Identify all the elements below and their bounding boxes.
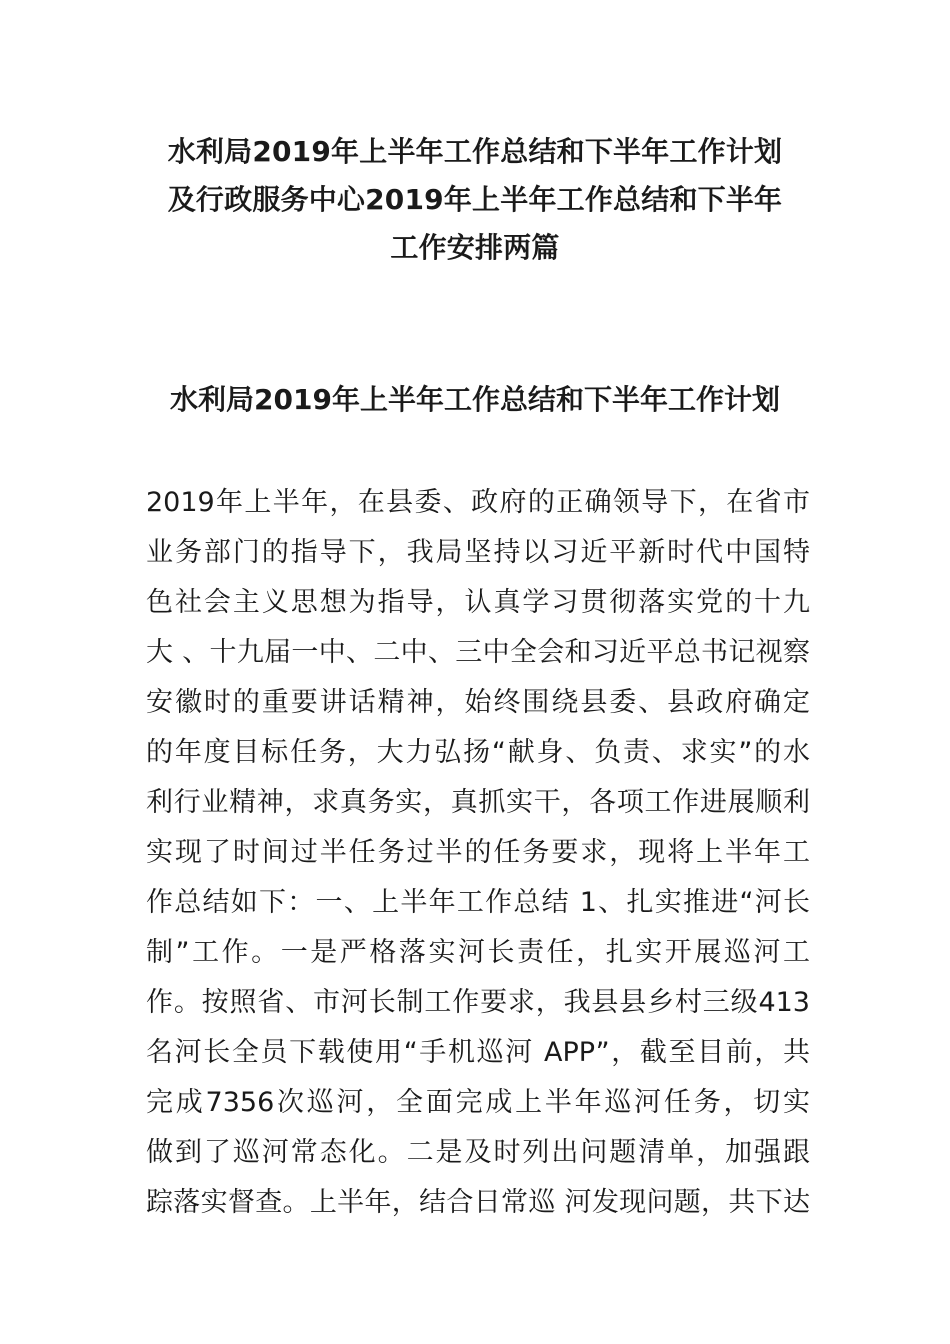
body-line: 完成7356次巡河，全面完成上半年巡河任务，切实	[146, 1087, 810, 1118]
section-title: 水利局2019年上半年工作总结和下半年工作计划	[170, 383, 780, 416]
body-paragraph	[146, 478, 810, 1228]
body-line: 2019年上半年，在县委、政府的正确领导下，在省市	[146, 487, 810, 518]
body-line: 制”工作。一是严格落实河长责任，扎实开展巡河工	[146, 937, 810, 968]
body-line: 大 、十九届一中、二中、三中全会和习近平总书记视察	[146, 637, 810, 668]
body-line: 实现了时间过半任务过半的任务要求，现将上半年工	[146, 837, 810, 868]
body-line: 作。按照省、市河长制工作要求，我县县乡村三级413	[146, 987, 810, 1018]
body-line: 安徽时的重要讲话精神，始终围绕县委、县政府确定	[146, 687, 810, 718]
body-line: 业务部门的指导下，我局坚持以习近平新时代中国特	[146, 537, 810, 568]
title-line-1: 水利局2019年上半年工作总结和下半年工作计划	[167, 135, 783, 168]
body-line: 的年度目标任务，大力弘扬“献身、负责、求实”的水	[146, 737, 810, 768]
body-line: 利行业精神，求真务实，真抓实干，各项工作进展顺利	[146, 787, 810, 818]
body-line: 踪落实督查。上半年，结合日常巡 河发现问题，共下达	[146, 1187, 810, 1218]
title-line-2: 及行政服务中心2019年上半年工作总结和下半年	[167, 183, 783, 216]
body-line: 作总结如下：一、上半年工作总结 1、扎实推进“河长	[146, 887, 810, 918]
document-title	[140, 128, 810, 272]
body-line: 色社会主义思想为指导，认真学习贯彻落实党的十九	[146, 587, 810, 618]
body-line: 名河长全员下载使用“手机巡河 APP”，截至目前，共	[146, 1037, 810, 1068]
title-line-3: 工作安排两篇	[390, 231, 560, 264]
body-line: 做到了巡河常态化。二是及时列出问题清单，加强跟	[146, 1137, 810, 1168]
